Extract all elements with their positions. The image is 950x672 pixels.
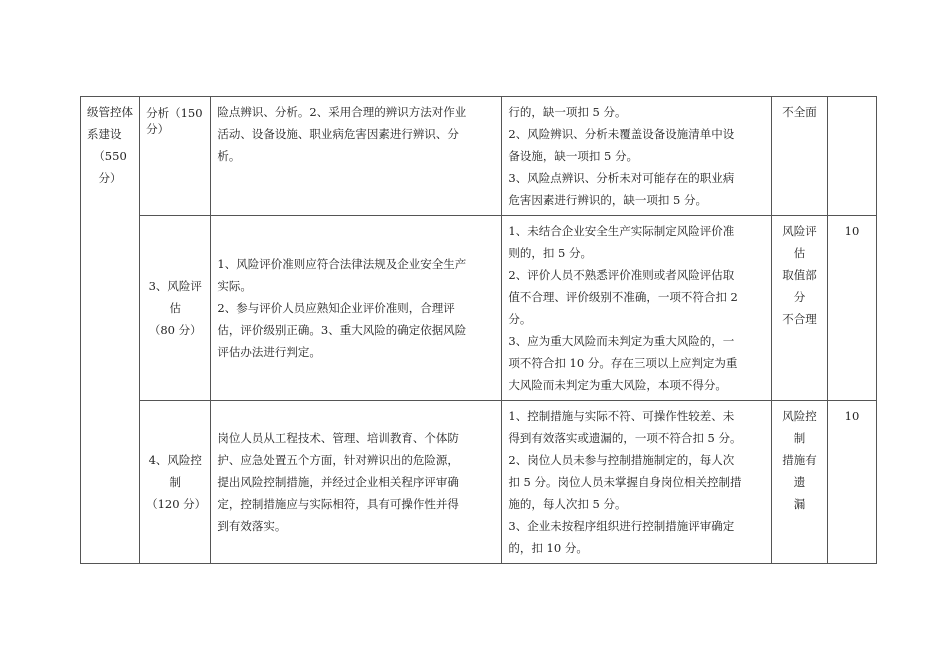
item-label: 分析（150 <box>146 106 203 120</box>
finding-text: 不全面 <box>782 105 817 119</box>
finding-line: 措施有遗 <box>782 453 817 489</box>
criteria-line: 危害因素进行辨识的，缺一项扣 5 分。 <box>508 193 708 207</box>
requirement-cell <box>211 216 502 401</box>
system-line: 级管控体 <box>87 105 133 119</box>
criteria-line: 施的，每人次扣 5 分。 <box>508 497 627 511</box>
requirement-line: 1、风险评价准则应符合法律法规及企业安全生产 <box>217 257 467 271</box>
score-value: 10 <box>844 224 860 238</box>
system-category-cell <box>81 97 140 564</box>
score-cell <box>827 401 876 564</box>
system-score: （550 分） <box>93 149 127 185</box>
requirement-line: 活动、设备设施、职业病危害因素进行辨识、分 <box>217 127 459 141</box>
evaluation-table <box>80 96 877 564</box>
criteria-line: 2、风险辨识、分析未覆盖设备设施清单中设 <box>508 127 735 141</box>
criteria-line: 备设施，缺一项扣 5 分。 <box>508 149 639 163</box>
finding-line: 取值部分 <box>782 268 817 304</box>
criteria-line: 项不符合扣 10 分。存在三项以上应判定为重 <box>508 356 738 370</box>
item-cell <box>140 216 211 401</box>
requirement-line: 2、参与评价人员应熟知企业评价准则，合理评 <box>217 301 455 315</box>
item-label: 3、风险评估 <box>148 279 202 315</box>
requirement-line: 提出风险控制措施，并经过企业相关程序评审确 <box>217 475 459 489</box>
finding-line: 漏 <box>793 497 806 511</box>
system-line: 系建设 <box>87 127 122 141</box>
item-cell <box>140 97 211 216</box>
criteria-line: 的，扣 10 分。 <box>508 541 588 555</box>
requirement-line: 估，评价级别正确。3、重大风险的确定依据风险 <box>217 323 467 337</box>
requirement-cell <box>211 97 502 216</box>
score-cell <box>827 216 876 401</box>
criteria-cell <box>502 97 772 216</box>
finding-line: 风险控制 <box>782 409 817 445</box>
finding-cell <box>772 97 828 216</box>
criteria-line: 大风险而未判定为重大风险，本项不得分。 <box>508 378 727 392</box>
requirement-line: 定，控制措施应与实际相符，具有可操作性并得 <box>217 497 459 511</box>
item-score: （80 分） <box>148 323 202 337</box>
table-row <box>81 401 877 564</box>
criteria-line: 值不合理、评价级别不准确，一项不符合扣 2 <box>508 290 738 304</box>
criteria-line: 3、风险点辨识、分析未对可能存在的职业病 <box>508 171 735 185</box>
criteria-line: 1、控制措施与实际不符、可操作性较差、未 <box>508 409 735 423</box>
item-label: 4、风险控制 <box>148 453 202 489</box>
item-cell <box>140 401 211 564</box>
item-label: 分） <box>146 122 170 136</box>
table-row <box>81 216 877 401</box>
table-row <box>81 97 877 216</box>
finding-line: 风险评估 <box>782 224 817 260</box>
criteria-cell <box>502 401 772 564</box>
score-value: 10 <box>844 409 860 423</box>
criteria-line: 3、应为重大风险而未判定为重大风险的，一 <box>508 334 735 348</box>
criteria-line: 行的，缺一项扣 5 分。 <box>508 105 627 119</box>
criteria-line: 2、岗位人员未参与控制措施制定的，每人次 <box>508 453 735 467</box>
requirement-line: 评估办法进行判定。 <box>217 345 321 359</box>
criteria-line: 2、评价人员不熟悉评价准则或者风险评估取 <box>508 268 735 282</box>
requirement-line: 护、应急处置五个方面，针对辨识出的危险源， <box>217 453 459 467</box>
finding-cell <box>772 401 828 564</box>
criteria-line: 分。 <box>508 312 532 326</box>
criteria-cell <box>502 216 772 401</box>
score-cell <box>827 97 876 216</box>
requirement-line: 实际。 <box>217 279 252 293</box>
requirement-line: 析。 <box>217 149 241 163</box>
criteria-line: 1、未结合企业安全生产实际制定风险评价准 <box>508 224 735 238</box>
criteria-line: 得到有效落实或遗漏的，一项不符合扣 5 分。 <box>508 431 742 445</box>
criteria-line: 则的，扣 5 分。 <box>508 246 593 260</box>
finding-line: 不合理 <box>782 312 817 326</box>
criteria-line: 扣 5 分。岗位人员未掌握自身岗位相关控制措 <box>508 475 742 489</box>
requirement-cell <box>211 401 502 564</box>
item-score: （120 分） <box>146 497 207 511</box>
requirement-line: 岗位人员从工程技术、管理、培训教育、个体防 <box>217 431 459 445</box>
finding-cell <box>772 216 828 401</box>
requirement-line: 到有效落实。 <box>217 519 287 533</box>
requirement-line: 险点辨识、分析。2、采用合理的辨识方法对作业 <box>217 105 467 119</box>
criteria-line: 3、企业未按程序组织进行控制措施评审确定 <box>508 519 735 533</box>
